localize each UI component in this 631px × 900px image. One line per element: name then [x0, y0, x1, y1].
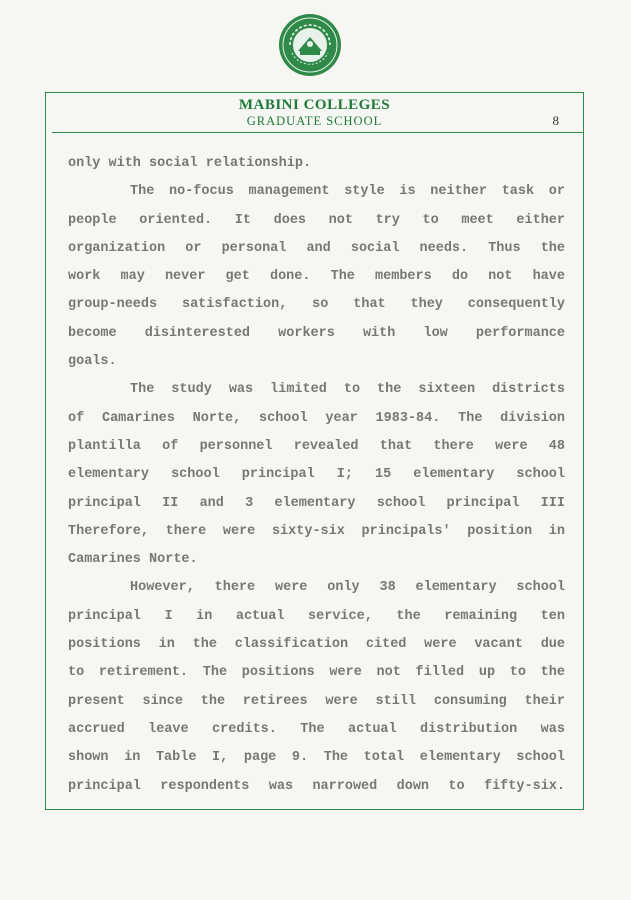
body-text — [68, 150, 565, 801]
text-line: to retirement. The positions were not filled up to the — [68, 665, 565, 681]
text-line: principal I in actual service, the remaining ten — [68, 608, 565, 624]
page-number: 8 — [552, 113, 559, 128]
school-name: GRADUATE SCHOOL — [246, 114, 383, 128]
text-line: work may never get done. The members do not have — [68, 269, 565, 285]
text-line: Therefore, there were sixty-six principals' position in — [68, 523, 565, 539]
text-line: of Camarines Norte, school year 1983-84. The division — [68, 410, 565, 426]
text-line: become disinterested workers with low performance — [68, 325, 565, 341]
text-line: positions in the classification cited were vacant due — [68, 637, 565, 653]
text-line: present since the retirees were still consuming their — [68, 693, 565, 709]
text-line: people oriented. It does not try to meet either — [68, 212, 565, 228]
text-line: plantilla of personnel revealed that there were 48 — [68, 438, 565, 454]
text-line: shown in Table I, page 9. The total elementary school — [68, 750, 565, 766]
college-seal-icon — [278, 13, 342, 77]
text-line: group-needs satisfaction, so that they consequently — [68, 297, 565, 313]
text-line: The no-focus management style is neither task or — [130, 184, 565, 200]
text-line: principal II and 3 elementary school principal III — [68, 495, 565, 511]
text-line: goals. — [68, 354, 117, 370]
text-line: organization or personal and social needs. Thus the — [68, 240, 565, 256]
institution-name: MABINI COLLEGES — [238, 97, 391, 113]
text-line: only with social relationship. — [68, 156, 312, 171]
text-line: Camarines Norte. — [68, 552, 198, 568]
text-line: accrued leave credits. The actual distribution was — [68, 721, 565, 737]
text-line: The study was limited to the sixteen districts — [130, 382, 565, 398]
text-line: principal respondents was narrowed down to fifty-six. — [68, 778, 565, 794]
text-line: elementary school principal I; 15 elementary school — [68, 467, 565, 483]
page-frame — [45, 92, 584, 810]
text-line: However, there were only 38 elementary school — [130, 580, 565, 596]
header-rule — [52, 132, 583, 133]
